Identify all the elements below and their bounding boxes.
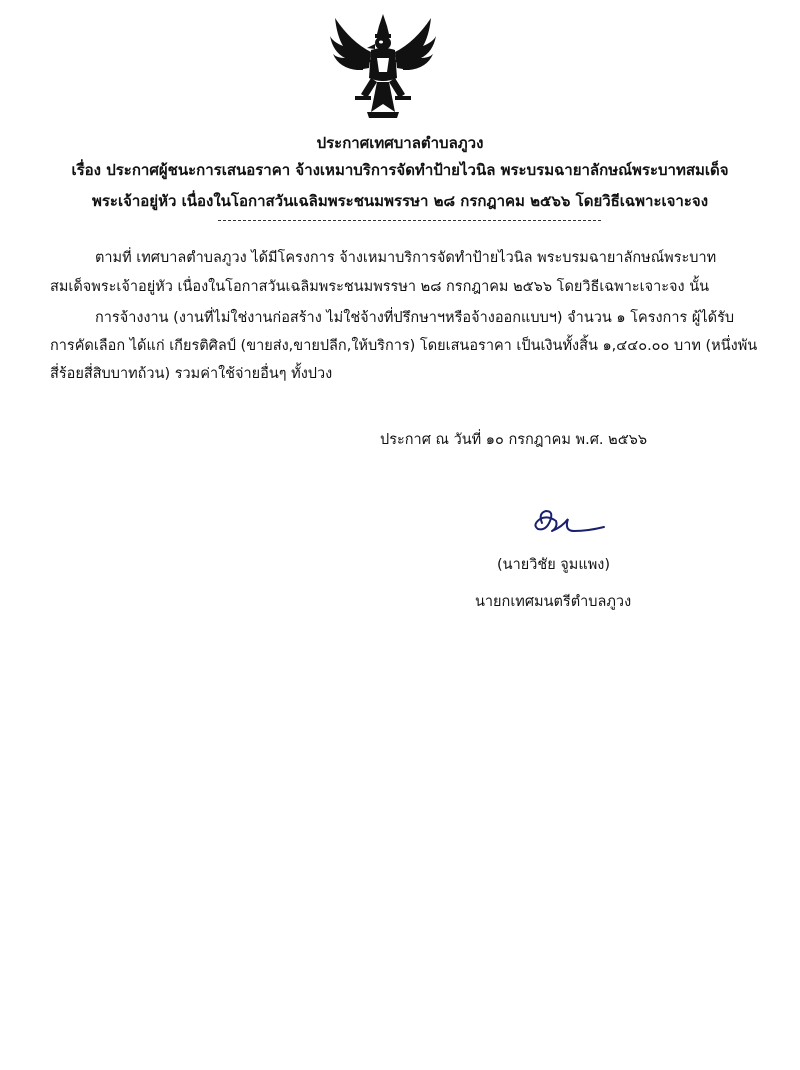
signer-name: (นายวิชัย จูมแพง) <box>497 557 610 573</box>
signer-position: นายกเทศมนตรีตำบลภูวง <box>475 594 632 610</box>
body-line-4: การคัดเลือก ได้แก่ เกียรติศิลป์ (ขายส่ง,ขายปลีก,ให้บริการ) โดยเสนอราคา เป็นเงินทั้งสิ้น ๑,๔๔๐.๐๐ บาท (หนึ่งพัน <box>50 338 758 354</box>
body-line-3: การจ้างงาน (งานที่ไม่ใช่งานก่อสร้าง ไม่ใช่จ้างที่ปรึกษาฯหรือจ้างออกแบบฯ) จำนวน ๑ โครงการ ผู้ได้รับ <box>95 310 735 326</box>
body-line-5: สี่ร้อยสี่สิบบาทถ้วน) รวมค่าใช้จ่ายอื่นๆ ทั้งปวง <box>50 366 333 382</box>
divider <box>218 220 601 221</box>
subject-line-1: เรื่อง ประกาศผู้ชนะการเสนอราคา จ้างเหมาบริการจัดทำป้ายไวนิล พระบรมฉายาลักษณ์พระบาทสมเด็จ <box>71 161 729 179</box>
announcement-date: ประกาศ ณ วันที่ ๑๐ กรกฎาคม พ.ศ. ๒๕๖๖ <box>380 432 648 448</box>
handwritten-signature-icon <box>528 505 608 545</box>
body-line-2: สมเด็จพระเจ้าอยู่หัว เนื่องในโอกาสวันเฉลิมพระชนมพรรษา ๒๘ กรกฎาคม ๒๕๖๖ โดยวิธีเฉพาะเจาะจง นั้น <box>50 279 710 295</box>
page-title: ประกาศเทศบาลตำบลภูวง <box>316 134 484 152</box>
garuda-emblem-icon <box>327 12 439 122</box>
subject-line-2: พระเจ้าอยู่หัว เนื่องในโอกาสวันเฉลิมพระชนมพรรษา ๒๘ กรกฎาคม ๒๕๖๖ โดยวิธีเฉพาะเจาะจง <box>91 192 709 210</box>
body-line-1: ตามที่ เทศบาลตำบลภูวง ได้มีโครงการ จ้างเหมาบริการจัดทำป้ายไวนิล พระบรมฉายาลักษณ์พระบาท <box>95 250 717 266</box>
